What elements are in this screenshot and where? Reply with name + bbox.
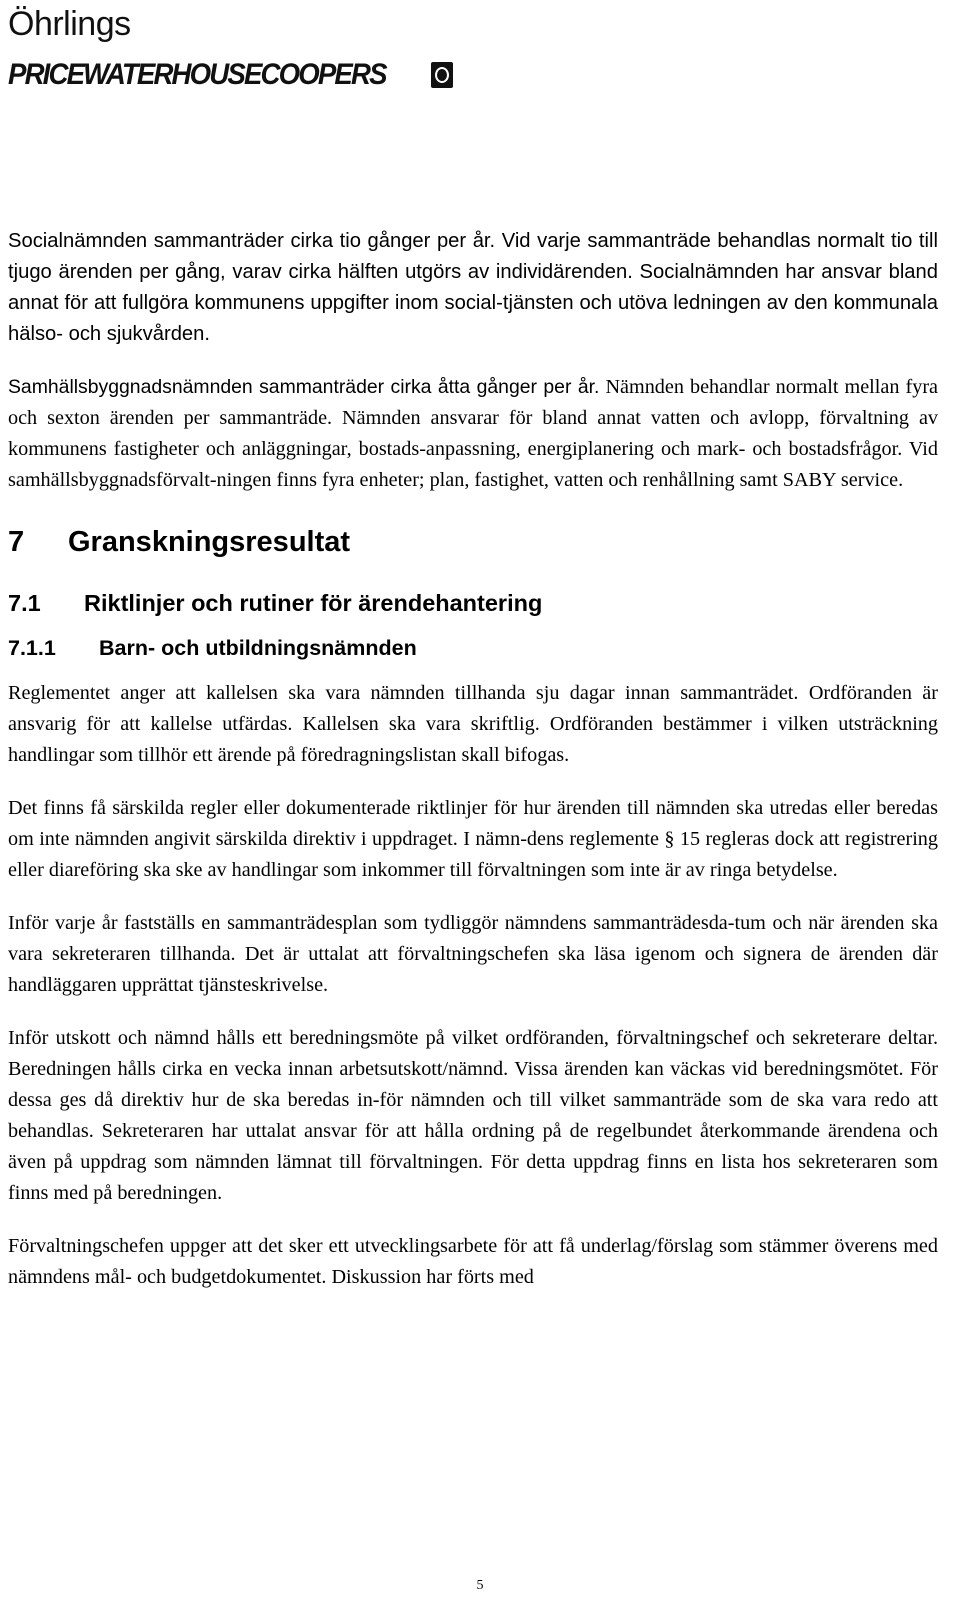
logo-mark-icon xyxy=(431,62,453,88)
document-body xyxy=(8,226,938,1293)
paragraph-socialnamnden: Socialnämnden sammanträder cirka tio gånger per år. Vid varje sammanträde behandlas normalt tio till tjugo ärenden per gång, varav cirka hälften utgörs av individärenden. Socialnämnden har ansvar bland annat för att fullgöra kommunens uppgifter inom social-tjänsten och utöva ledningen av den kommunala hälso- och sjukvården. xyxy=(8,230,938,345)
company-logo xyxy=(8,2,453,94)
paragraph-samhallsbyggnad-part1: Samhällsbyggnadsnämnden sammanträder cirka åtta gånger per år. xyxy=(8,376,600,398)
paragraph: Inför utskott och nämnd hålls ett beredningsmöte på vilket ordföranden, förvaltningschef och sekreterare deltar. Beredningen hålls cirka en vecka innan arbetsutskott/nämnd. Vissa ärenden kan väckas vid beredningsmötet. För dessa ges då direktiv hur de ska beredas in-för nämnden och till vilket sammanträde som de ska vara redo att behandlas. Sekreteraren har uttalat ansvar för att hålla ordning på de regelbundet återkommande ärendena och även på uppdrag som nämnden lämnat till förvaltningen. För detta uppdrag finns en lista hos sekreteraren som finns med på beredningen. xyxy=(8,1027,938,1204)
paragraph: Inför varje år fastställs en sammanträdesplan som tydliggör nämndens sammanträdesda-tum och när ärenden ska vara sekreteraren tillhanda. Det är uttalat att förvaltningschefen ska läsa igenom och signera de ärenden där handläggaren upprättat tjänsteskrivelse. xyxy=(8,912,938,996)
paragraph-samhallsbyggnad-part2: Nämnden behandlar normalt mellan fyra och sexton ärenden per sammanträde. Nämnden ansvarar för bland annat vatten och avlopp, förvaltning av kommunens fastigheter och anläggningar, bostads-anpassning, energiplanering och mark- och bostadsfrågor. Vid samhällsbyggnadsförvalt-ningen finns fyra enheter; plan, fastighet, vatten och renhållning samt SABY service. xyxy=(8,376,939,491)
section-heading-7 xyxy=(8,522,938,562)
paragraph: Förvaltningschefen uppger att det sker ett utvecklingsarbete för att få underlag/förslag som stämmer överens med nämndens mål- och budgetdokumentet. Diskussion har förts med xyxy=(8,1235,938,1288)
subsection-title: Riktlinjer och rutiner för ärendehantering xyxy=(84,590,543,616)
logo-ohrlings-text: Öhrlings xyxy=(8,5,131,43)
subsubsection-heading-7-1-1 xyxy=(8,632,938,664)
paragraph: Det finns få särskilda regler eller dokumenterade riktlinjer för hur ärenden till nämnden ska utredas eller beredas om inte nämnden angivit särskilda direktiv i uppdraget. I nämn-dens reglemente § 15 regleras dock att registrering eller diareföring ska ske av handlingar som inkommer till förvaltningen som inte är av ringa betydelse. xyxy=(8,797,938,881)
page-number: 5 xyxy=(476,1578,484,1593)
subsubsection-title: Barn- och utbildningsnämnden xyxy=(99,636,417,660)
paragraph: Reglementet anger att kallelsen ska vara nämnden tillhanda sju dagar innan sammanträdet. Ordföranden är ansvarig för att kallelse utfärdas. Kallelsen ska vara skriftlig. Ordföranden bestämmer i vilken utsträckning handlingar som tillhör ett ärende på föredragningslistan skall bifogas. xyxy=(8,682,938,766)
logo-pwc-text: PRICEWATERHOUSECOOPERS xyxy=(8,58,386,91)
logo-pwc xyxy=(8,56,453,94)
subsection-number: 7.1 xyxy=(8,590,41,616)
section-title: Granskningsresultat xyxy=(68,526,351,558)
paragraph-samhallsbyggnad xyxy=(8,372,938,496)
subsection-heading-7-1 xyxy=(8,586,938,620)
section-number: 7 xyxy=(8,526,25,558)
subsubsection-number: 7.1.1 xyxy=(8,636,56,660)
